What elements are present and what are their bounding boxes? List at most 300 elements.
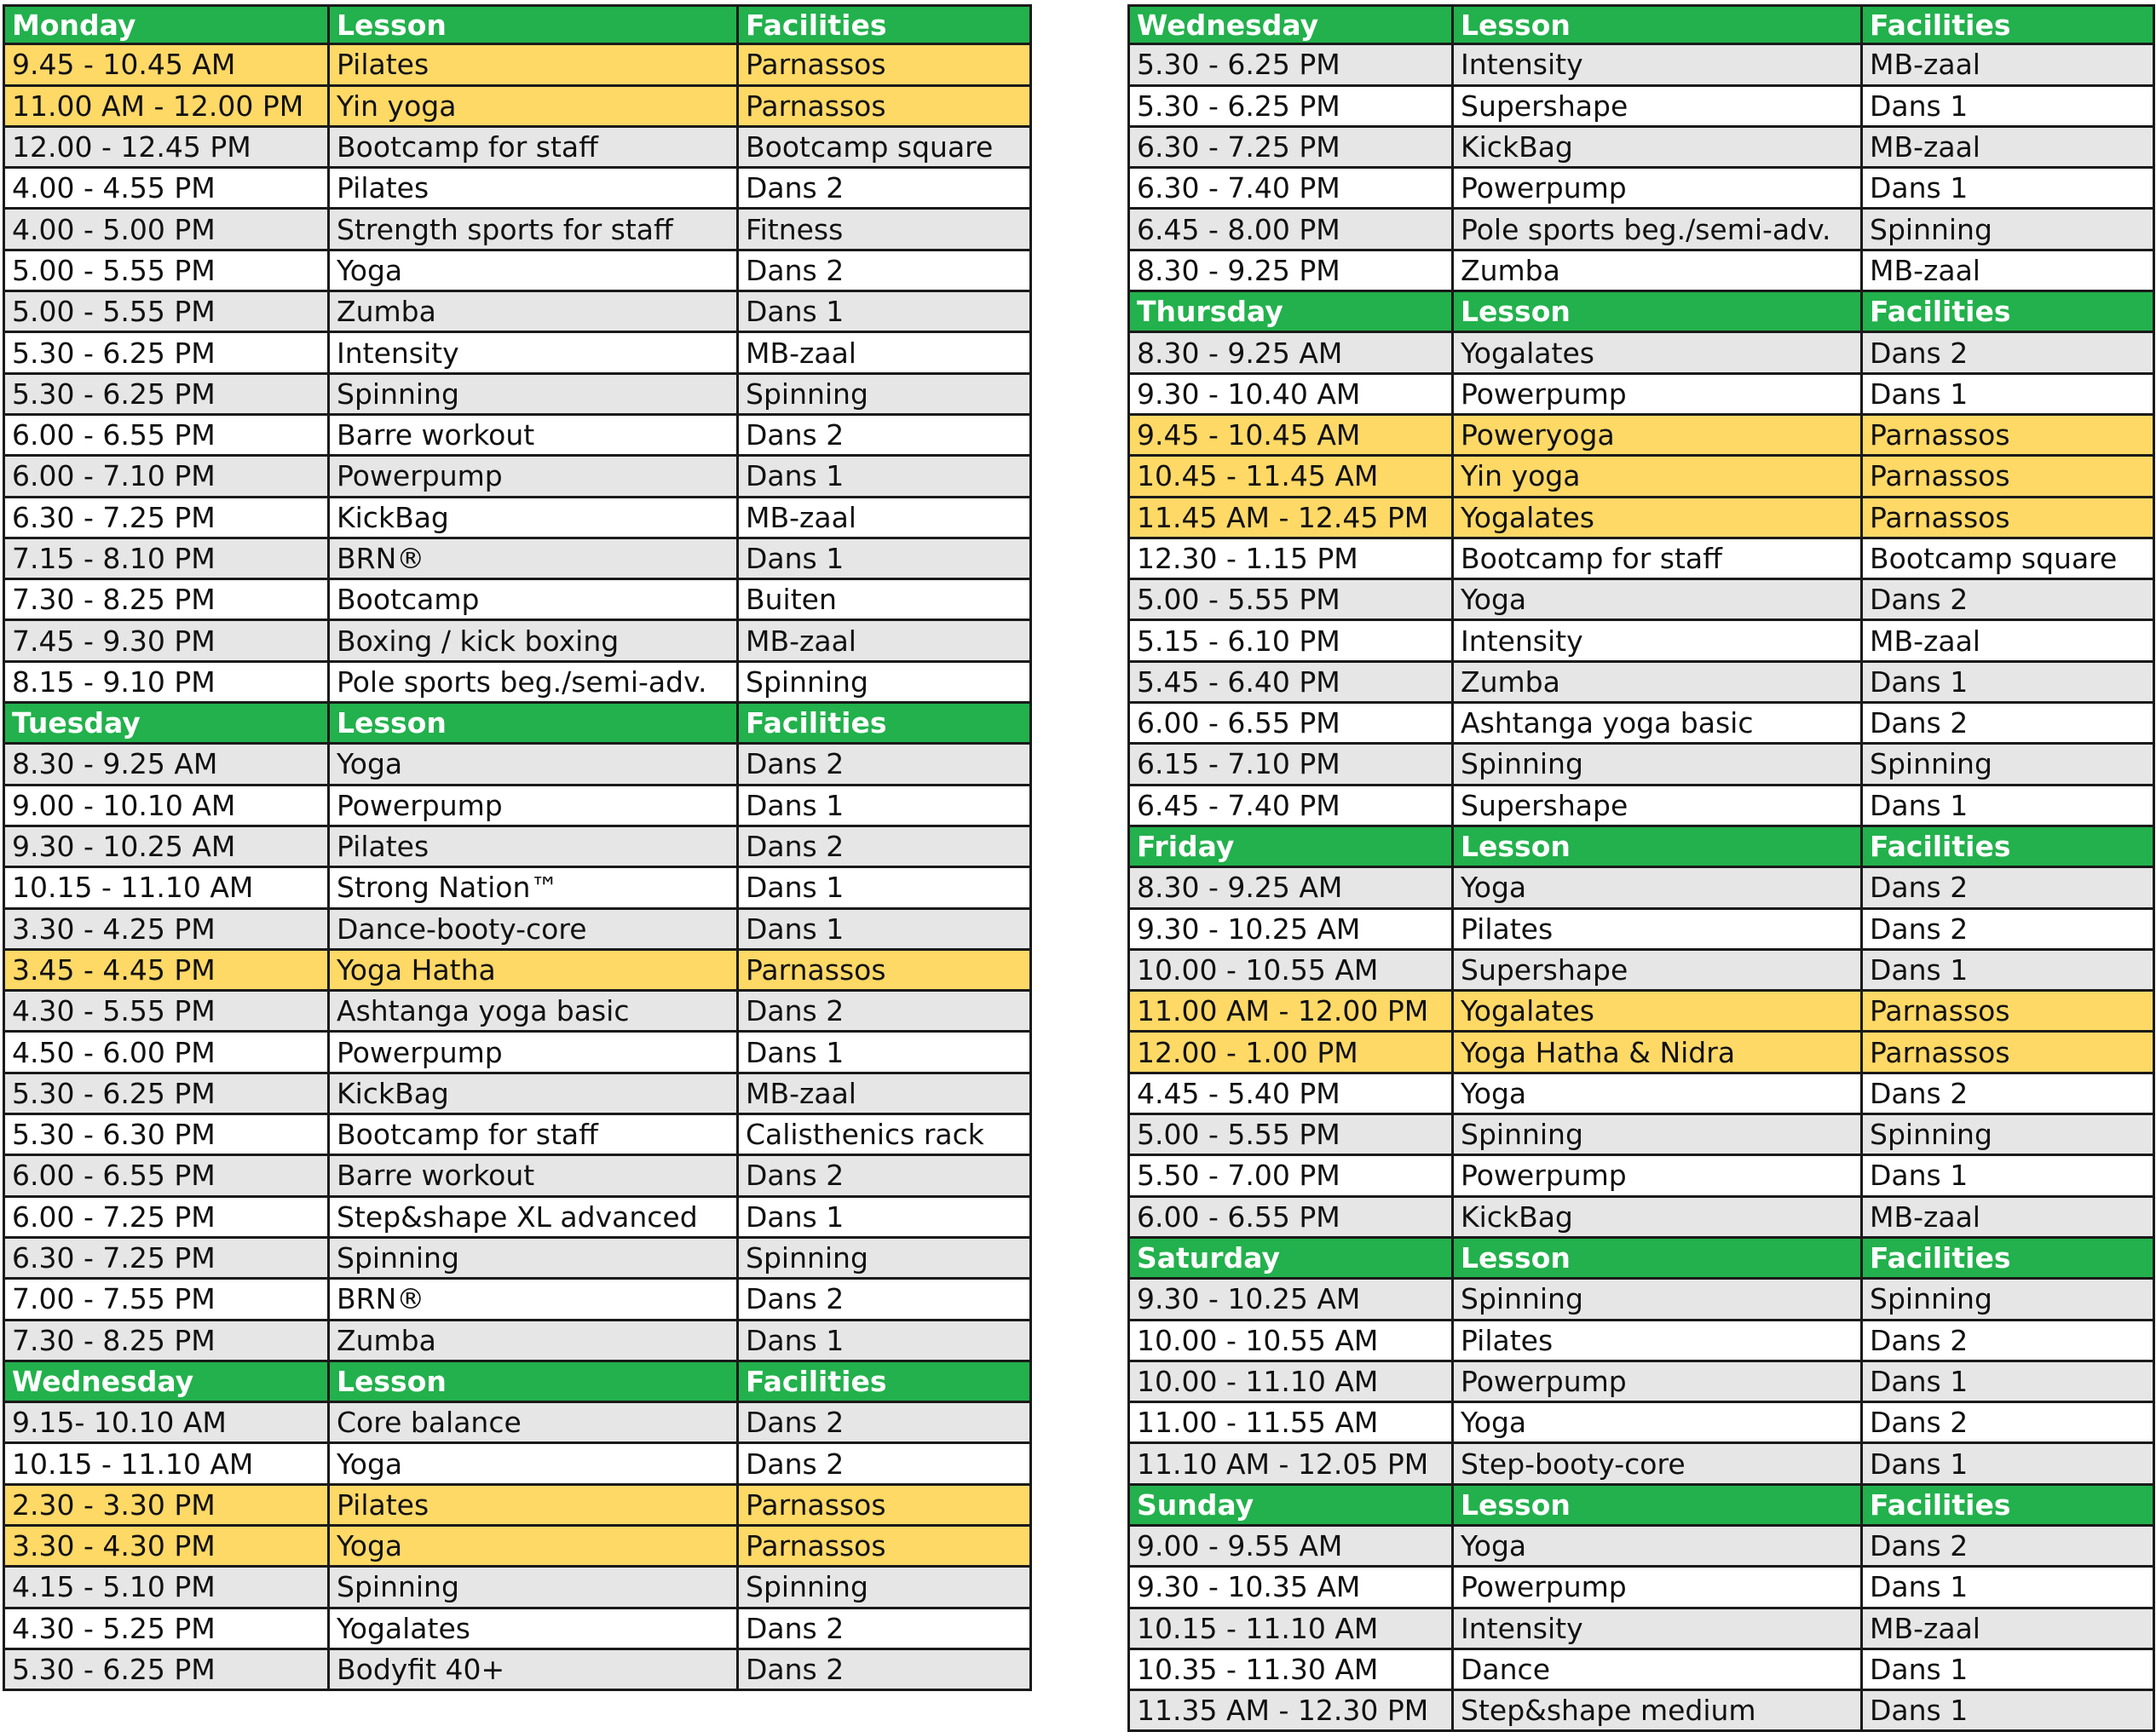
schedule-row bbox=[1127, 251, 2155, 292]
schedule-row bbox=[1127, 416, 2155, 457]
facility-cell: Dans 2 bbox=[1870, 706, 1969, 740]
time-cell: 6.00 - 6.55 PM bbox=[1130, 1198, 1454, 1236]
schedule-row bbox=[1127, 45, 2155, 86]
schedule-row bbox=[3, 951, 1032, 992]
schedule-row bbox=[1127, 1362, 2155, 1403]
schedule-row bbox=[3, 1444, 1032, 1485]
lesson-cell: KickBag bbox=[330, 498, 739, 537]
lesson-cell: Yoga bbox=[1454, 868, 1863, 906]
lesson-cell: BRN® bbox=[330, 1280, 739, 1318]
schedule-row bbox=[1127, 1609, 2155, 1650]
lesson-cell: Boxing / kick boxing bbox=[330, 621, 739, 659]
day-header-row bbox=[1127, 1486, 2155, 1527]
time-cell: 5.30 - 6.25 PM bbox=[5, 375, 330, 413]
lesson-cell: Yoga bbox=[330, 745, 739, 783]
facility-cell: Dans 1 bbox=[746, 542, 845, 575]
schedule-row bbox=[3, 580, 1032, 621]
time-cell: 8.15 - 9.10 PM bbox=[5, 663, 330, 701]
schedule-row bbox=[3, 827, 1032, 868]
schedule-row bbox=[1127, 1156, 2155, 1197]
facilities-column-header: Facilities bbox=[1870, 830, 2011, 864]
time-cell: 8.30 - 9.25 AM bbox=[1130, 868, 1454, 906]
time-cell: 9.30 - 10.35 AM bbox=[1130, 1568, 1454, 1606]
facility-cell: Parnassos bbox=[1870, 1035, 2010, 1069]
facility-cell: Dans 1 bbox=[746, 1323, 845, 1357]
time-cell: 8.30 - 9.25 AM bbox=[1130, 333, 1454, 371]
day-header: Monday bbox=[5, 7, 330, 43]
time-cell: 10.00 - 10.55 AM bbox=[1130, 951, 1454, 989]
facility-cell: MB-zaal bbox=[746, 1076, 856, 1110]
schedule-row bbox=[3, 1074, 1032, 1115]
facility-cell: Dans 1 bbox=[1870, 788, 1969, 822]
facility-cell: Spinning bbox=[746, 1570, 868, 1604]
facility-cell: Parnassos bbox=[1870, 500, 2010, 534]
time-cell: 6.30 - 7.25 PM bbox=[5, 498, 330, 537]
facility-cell: Spinning bbox=[746, 377, 868, 411]
schedule-row bbox=[3, 1650, 1032, 1691]
schedule-row bbox=[3, 292, 1032, 333]
time-cell: 11.35 AM - 12.30 PM bbox=[1130, 1691, 1454, 1729]
facility-cell: Dans 1 bbox=[746, 295, 845, 329]
schedule-row bbox=[1127, 580, 2155, 621]
lesson-cell: Barre workout bbox=[330, 1156, 739, 1194]
time-cell: 3.30 - 4.30 PM bbox=[5, 1527, 330, 1565]
time-cell: 6.15 - 7.10 PM bbox=[1130, 745, 1454, 783]
facility-cell: Spinning bbox=[746, 665, 868, 699]
facilities-column-header: Facilities bbox=[1870, 1487, 2011, 1522]
time-cell: 8.30 - 9.25 PM bbox=[1130, 251, 1454, 290]
schedule-row bbox=[3, 1156, 1032, 1197]
facility-cell: Parnassos bbox=[1870, 994, 2010, 1028]
lesson-cell: Dance-booty-core bbox=[330, 910, 739, 948]
facility-cell: Dans 2 bbox=[746, 1159, 845, 1193]
facility-cell: Dans 1 bbox=[746, 459, 845, 493]
day-header: Saturday bbox=[1130, 1239, 1454, 1277]
facility-cell: Dans 1 bbox=[1870, 1694, 1969, 1728]
schedule-row bbox=[1127, 1115, 2155, 1156]
time-cell: 10.15 - 11.10 AM bbox=[5, 868, 330, 906]
facility-cell: Dans 1 bbox=[1870, 377, 1969, 411]
facilities-column-header: Facilities bbox=[1870, 1241, 2011, 1275]
schedule-row bbox=[1127, 786, 2155, 827]
schedule-row bbox=[1127, 457, 2155, 498]
time-cell: 7.45 - 9.30 PM bbox=[5, 621, 330, 659]
facility-cell: Parnassos bbox=[1870, 418, 2010, 452]
time-cell: 4.50 - 6.00 PM bbox=[5, 1033, 330, 1071]
facility-cell: Parnassos bbox=[746, 952, 886, 987]
lesson-cell: Bootcamp for staff bbox=[1454, 539, 1863, 578]
schedule-row bbox=[3, 1403, 1032, 1444]
facility-cell: Dans 1 bbox=[1870, 1653, 1969, 1687]
time-cell: 12.30 - 1.15 PM bbox=[1130, 539, 1454, 578]
schedule-row bbox=[3, 786, 1032, 827]
time-cell: 7.15 - 8.10 PM bbox=[5, 539, 330, 578]
facility-cell: Dans 1 bbox=[746, 1200, 845, 1234]
schedule-row bbox=[1127, 539, 2155, 580]
schedule-row bbox=[1127, 87, 2155, 128]
lesson-cell: Powerpump bbox=[1454, 375, 1863, 413]
time-cell: 4.00 - 4.55 PM bbox=[5, 169, 330, 207]
lesson-cell: Pole sports beg./semi-adv. bbox=[1454, 210, 1863, 248]
facility-cell: Dans 1 bbox=[746, 912, 845, 946]
lesson-cell: Spinning bbox=[330, 375, 739, 413]
lesson-cell: Yoga Hatha bbox=[330, 951, 739, 989]
lesson-cell: Powerpump bbox=[330, 786, 739, 825]
schedule-row bbox=[1127, 621, 2155, 662]
lesson-cell: Spinning bbox=[1454, 745, 1863, 783]
lesson-cell: Powerpump bbox=[330, 1033, 739, 1071]
lesson-cell: Bootcamp for staff bbox=[330, 128, 739, 166]
facility-cell: Dans 2 bbox=[746, 830, 845, 864]
lesson-cell: Powerpump bbox=[330, 457, 739, 495]
schedule-row bbox=[1127, 745, 2155, 785]
schedule-row bbox=[1127, 704, 2155, 745]
schedule-row bbox=[1127, 1321, 2155, 1362]
lesson-cell: Yogalates bbox=[1454, 333, 1863, 371]
lesson-cell: Yin yoga bbox=[330, 87, 739, 125]
facility-cell: Dans 1 bbox=[1870, 1447, 1969, 1481]
facility-cell: Dans 2 bbox=[1870, 1323, 1969, 1357]
time-cell: 10.15 - 11.10 AM bbox=[1130, 1609, 1454, 1648]
facility-cell: Spinning bbox=[1870, 1282, 1992, 1316]
facility-cell: MB-zaal bbox=[1870, 1611, 1980, 1645]
time-cell: 9.00 - 10.10 AM bbox=[5, 786, 330, 825]
facility-cell: Buiten bbox=[746, 583, 837, 617]
schedule-row bbox=[3, 251, 1032, 292]
time-cell: 6.00 - 6.55 PM bbox=[5, 416, 330, 454]
schedule-row bbox=[1127, 1033, 2155, 1073]
facility-cell: Dans 2 bbox=[746, 1282, 845, 1316]
schedule-row bbox=[3, 1033, 1032, 1073]
lesson-column-header: Lesson bbox=[330, 1362, 739, 1401]
schedule-row bbox=[1127, 1074, 2155, 1115]
schedule-row bbox=[3, 1609, 1032, 1650]
lesson-cell: Bootcamp bbox=[330, 580, 739, 619]
facility-cell: Dans 2 bbox=[746, 747, 845, 781]
facility-cell: Dans 2 bbox=[1870, 1406, 1969, 1440]
time-cell: 2.30 - 3.30 PM bbox=[5, 1486, 330, 1524]
facility-cell: Dans 1 bbox=[746, 871, 845, 905]
time-cell: 11.00 AM - 12.00 PM bbox=[1130, 992, 1454, 1030]
day-header-row bbox=[1127, 827, 2155, 868]
facility-cell: Bootcamp square bbox=[746, 130, 994, 164]
schedule-row bbox=[3, 1321, 1032, 1362]
facility-cell: Dans 2 bbox=[1870, 336, 1969, 370]
schedule-row bbox=[3, 1527, 1032, 1568]
facility-cell: Parnassos bbox=[746, 1529, 886, 1563]
time-cell: 6.00 - 7.25 PM bbox=[5, 1198, 330, 1236]
facility-cell: Parnassos bbox=[1870, 459, 2010, 493]
lesson-column-header: Lesson bbox=[1454, 1486, 1863, 1524]
schedule-row bbox=[1127, 128, 2155, 169]
lesson-cell: Yin yoga bbox=[1454, 457, 1863, 495]
schedule-row bbox=[3, 1280, 1032, 1321]
lesson-cell: Spinning bbox=[330, 1568, 739, 1606]
lesson-column-header: Lesson bbox=[1454, 1239, 1863, 1277]
schedule-row bbox=[3, 416, 1032, 457]
day-header-row bbox=[1127, 1239, 2155, 1280]
lesson-cell: Supershape bbox=[1454, 951, 1863, 989]
lesson-cell: Yoga bbox=[1454, 1403, 1863, 1441]
lesson-cell: Powerpump bbox=[1454, 1568, 1863, 1606]
schedule-row bbox=[3, 128, 1032, 169]
time-cell: 10.35 - 11.30 AM bbox=[1130, 1650, 1454, 1689]
time-cell: 7.30 - 8.25 PM bbox=[5, 1321, 330, 1360]
schedule-row bbox=[3, 539, 1032, 580]
time-cell: 9.45 - 10.45 AM bbox=[5, 45, 330, 83]
lesson-cell: Spinning bbox=[1454, 1115, 1863, 1154]
time-cell: 6.30 - 7.40 PM bbox=[1130, 169, 1454, 207]
facility-cell: Dans 1 bbox=[1870, 1159, 1969, 1193]
lesson-cell: Spinning bbox=[1454, 1280, 1863, 1318]
schedule-row bbox=[1127, 910, 2155, 951]
time-cell: 11.10 AM - 12.05 PM bbox=[1130, 1444, 1454, 1482]
schedule-row bbox=[3, 910, 1032, 951]
lesson-column-header: Lesson bbox=[1454, 7, 1863, 43]
facility-cell: MB-zaal bbox=[746, 624, 856, 658]
facility-cell: Dans 2 bbox=[1870, 583, 1969, 617]
lesson-column-header: Lesson bbox=[330, 704, 739, 742]
lesson-cell: Core balance bbox=[330, 1403, 739, 1441]
time-cell: 9.15- 10.10 AM bbox=[5, 1403, 330, 1441]
time-cell: 3.30 - 4.25 PM bbox=[5, 910, 330, 948]
time-cell: 4.45 - 5.40 PM bbox=[1130, 1074, 1454, 1113]
facility-cell: Dans 2 bbox=[1870, 1076, 1969, 1110]
schedule-row bbox=[3, 210, 1032, 250]
time-cell: 6.30 - 7.25 PM bbox=[5, 1239, 330, 1277]
day-header: Tuesday bbox=[5, 704, 330, 742]
schedule-row bbox=[1127, 333, 2155, 374]
facility-cell: Dans 2 bbox=[746, 1611, 845, 1645]
schedule-row bbox=[1127, 1568, 2155, 1608]
facility-cell: Dans 1 bbox=[1870, 665, 1969, 699]
time-cell: 6.00 - 6.55 PM bbox=[5, 1156, 330, 1194]
schedule-row bbox=[3, 663, 1032, 704]
time-cell: 7.30 - 8.25 PM bbox=[5, 580, 330, 619]
lesson-cell: Intensity bbox=[1454, 45, 1863, 83]
lesson-cell: Bodyfit 40+ bbox=[330, 1650, 739, 1689]
day-header-row bbox=[1127, 292, 2155, 333]
time-cell: 4.00 - 5.00 PM bbox=[5, 210, 330, 248]
schedule-row bbox=[3, 745, 1032, 785]
time-cell: 5.30 - 6.25 PM bbox=[1130, 87, 1454, 125]
time-cell: 5.45 - 6.40 PM bbox=[1130, 663, 1454, 701]
schedule-row bbox=[1127, 951, 2155, 992]
facilities-column-header: Facilities bbox=[746, 8, 887, 42]
time-cell: 6.30 - 7.25 PM bbox=[1130, 128, 1454, 166]
facility-cell: Dans 1 bbox=[1870, 1570, 1969, 1604]
lesson-cell: Pilates bbox=[330, 827, 739, 866]
facility-cell: Dans 1 bbox=[1870, 89, 1969, 123]
schedule-row bbox=[3, 868, 1032, 909]
lesson-cell: Yogalates bbox=[1454, 498, 1863, 537]
time-cell: 7.00 - 7.55 PM bbox=[5, 1280, 330, 1318]
time-cell: 4.30 - 5.55 PM bbox=[5, 992, 330, 1030]
lesson-cell: Zumba bbox=[330, 1321, 739, 1360]
lesson-cell: Zumba bbox=[330, 292, 739, 331]
time-cell: 9.30 - 10.25 AM bbox=[1130, 910, 1454, 948]
lesson-column-header: Lesson bbox=[330, 7, 739, 43]
lesson-cell: Yoga bbox=[1454, 1074, 1863, 1113]
lesson-column-header: Lesson bbox=[1454, 827, 1863, 866]
time-cell: 5.30 - 6.30 PM bbox=[5, 1115, 330, 1154]
schedule-row bbox=[3, 333, 1032, 374]
schedule-row bbox=[1127, 169, 2155, 210]
schedule-row bbox=[3, 1486, 1032, 1527]
time-cell: 10.45 - 11.45 AM bbox=[1130, 457, 1454, 495]
time-cell: 5.30 - 6.25 PM bbox=[1130, 45, 1454, 83]
time-cell: 3.45 - 4.45 PM bbox=[5, 951, 330, 989]
facility-cell: MB-zaal bbox=[1870, 253, 1980, 287]
facility-cell: Dans 1 bbox=[1870, 952, 1969, 987]
facility-cell: Dans 2 bbox=[746, 1653, 845, 1687]
schedule-row bbox=[3, 1115, 1032, 1156]
lesson-cell: Yoga bbox=[330, 1444, 739, 1482]
lesson-cell: Zumba bbox=[1454, 251, 1863, 290]
time-cell: 6.00 - 6.55 PM bbox=[1130, 704, 1454, 742]
lesson-column-header: Lesson bbox=[1454, 292, 1863, 331]
facility-cell: MB-zaal bbox=[1870, 1200, 1980, 1234]
day-header: Sunday bbox=[1130, 1486, 1454, 1524]
facility-cell: Dans 2 bbox=[746, 253, 845, 287]
day-header: Friday bbox=[1130, 827, 1454, 866]
lesson-cell: Yogalates bbox=[330, 1609, 739, 1648]
facility-cell: MB-zaal bbox=[746, 336, 856, 370]
facility-cell: Parnassos bbox=[746, 1487, 886, 1522]
facility-cell: Dans 2 bbox=[1870, 871, 1969, 905]
facility-cell: Dans 1 bbox=[746, 1035, 845, 1069]
time-cell: 5.30 - 6.25 PM bbox=[5, 1074, 330, 1113]
lesson-cell: Pilates bbox=[1454, 1321, 1863, 1360]
schedule-row bbox=[1127, 1650, 2155, 1691]
time-cell: 6.45 - 8.00 PM bbox=[1130, 210, 1454, 248]
facility-cell: MB-zaal bbox=[1870, 48, 1980, 82]
time-cell: 12.00 - 12.45 PM bbox=[5, 128, 330, 166]
time-cell: 5.00 - 5.55 PM bbox=[1130, 580, 1454, 619]
facility-cell: Calisthenics rack bbox=[746, 1118, 984, 1152]
time-cell: 5.00 - 5.55 PM bbox=[5, 251, 330, 290]
lesson-cell: BRN® bbox=[330, 539, 739, 578]
lesson-cell: Spinning bbox=[330, 1239, 739, 1277]
facility-cell: Fitness bbox=[746, 212, 844, 246]
schedule-row bbox=[3, 375, 1032, 416]
lesson-cell: Yoga bbox=[330, 251, 739, 290]
facility-cell: Dans 1 bbox=[1870, 171, 1969, 205]
facility-cell: Dans 2 bbox=[746, 994, 845, 1028]
lesson-cell: Pilates bbox=[330, 45, 739, 83]
time-cell: 5.30 - 6.25 PM bbox=[5, 333, 330, 371]
schedule-table-right bbox=[1127, 4, 2155, 1732]
time-cell: 11.45 AM - 12.45 PM bbox=[1130, 498, 1454, 537]
schedule-row bbox=[3, 87, 1032, 128]
schedule-row bbox=[3, 457, 1032, 498]
lesson-cell: Yoga bbox=[1454, 580, 1863, 619]
time-cell: 11.00 AM - 12.00 PM bbox=[5, 87, 330, 125]
lesson-cell: Yogalates bbox=[1454, 992, 1863, 1030]
lesson-cell: Step&shape medium bbox=[1454, 1691, 1863, 1729]
lesson-cell: Pilates bbox=[330, 169, 739, 207]
lesson-cell: Pilates bbox=[330, 1486, 739, 1524]
facility-cell: Dans 1 bbox=[746, 788, 845, 822]
lesson-cell: Supershape bbox=[1454, 87, 1863, 125]
schedule-table-left bbox=[3, 4, 1032, 1691]
schedule-row bbox=[1127, 1280, 2155, 1321]
time-cell: 9.30 - 10.40 AM bbox=[1130, 375, 1454, 413]
schedule-row bbox=[3, 992, 1032, 1033]
schedule-row bbox=[3, 1198, 1032, 1239]
time-cell: 4.30 - 5.25 PM bbox=[5, 1609, 330, 1648]
facility-cell: Parnassos bbox=[746, 89, 886, 123]
day-header: Thursday bbox=[1130, 292, 1454, 331]
schedule-row bbox=[1127, 1444, 2155, 1485]
facility-cell: Dans 2 bbox=[746, 171, 845, 205]
lesson-cell: Powerpump bbox=[1454, 1362, 1863, 1401]
facility-cell: MB-zaal bbox=[746, 500, 856, 534]
facility-cell: Spinning bbox=[1870, 747, 1992, 781]
schedule-row bbox=[1127, 498, 2155, 539]
facility-cell: Dans 2 bbox=[1870, 912, 1969, 946]
schedule-row bbox=[1127, 663, 2155, 704]
time-cell: 10.15 - 11.10 AM bbox=[5, 1444, 330, 1482]
lesson-cell: KickBag bbox=[330, 1074, 739, 1113]
lesson-cell: Bootcamp for staff bbox=[330, 1115, 739, 1154]
facility-cell: Parnassos bbox=[746, 48, 886, 82]
lesson-cell: Strong Nation™ bbox=[330, 868, 739, 906]
day-header-row bbox=[3, 1362, 1032, 1403]
facility-cell: Dans 2 bbox=[746, 1406, 845, 1440]
schedule-row bbox=[3, 498, 1032, 539]
facility-cell: Spinning bbox=[746, 1241, 868, 1275]
schedule-row bbox=[3, 45, 1032, 86]
lesson-cell: Ashtanga yoga basic bbox=[330, 992, 739, 1030]
time-cell: 5.50 - 7.00 PM bbox=[1130, 1156, 1454, 1194]
time-cell: 10.00 - 11.10 AM bbox=[1130, 1362, 1454, 1401]
time-cell: 9.45 - 10.45 AM bbox=[1130, 416, 1454, 454]
lesson-cell: Step&shape XL advanced bbox=[330, 1198, 739, 1236]
facilities-column-header: Facilities bbox=[746, 1364, 887, 1398]
lesson-cell: Poweryoga bbox=[1454, 416, 1863, 454]
lesson-cell: Strength sports for staff bbox=[330, 210, 739, 248]
schedule-row bbox=[3, 1239, 1032, 1280]
facility-cell: Dans 2 bbox=[746, 1447, 845, 1481]
lesson-cell: Yoga Hatha & Nidra bbox=[1454, 1033, 1863, 1071]
day-header-row bbox=[3, 4, 1032, 45]
schedule-row bbox=[1127, 868, 2155, 909]
schedule-row bbox=[1127, 1691, 2155, 1732]
time-cell: 4.15 - 5.10 PM bbox=[5, 1568, 330, 1606]
facility-cell: Dans 2 bbox=[1870, 1529, 1969, 1563]
day-header-row bbox=[1127, 4, 2155, 45]
lesson-cell: Pilates bbox=[1454, 910, 1863, 948]
lesson-cell: Yoga bbox=[330, 1527, 739, 1565]
facilities-column-header: Facilities bbox=[746, 706, 887, 740]
schedule-row bbox=[3, 1568, 1032, 1608]
schedule-row bbox=[1127, 992, 2155, 1033]
schedule-row bbox=[3, 621, 1032, 662]
lesson-cell: Pole sports beg./semi-adv. bbox=[330, 663, 739, 701]
schedule-row bbox=[1127, 1198, 2155, 1239]
time-cell: 6.45 - 7.40 PM bbox=[1130, 786, 1454, 825]
time-cell: 8.30 - 9.25 AM bbox=[5, 745, 330, 783]
lesson-cell: Step-booty-core bbox=[1454, 1444, 1863, 1482]
facility-cell: MB-zaal bbox=[1870, 130, 1980, 164]
day-header: Wednesday bbox=[1130, 7, 1454, 43]
facility-cell: Bootcamp square bbox=[1870, 542, 2118, 575]
schedule-row bbox=[1127, 375, 2155, 416]
lesson-cell: Powerpump bbox=[1454, 169, 1863, 207]
lesson-cell: Dance bbox=[1454, 1650, 1863, 1689]
facility-cell: Dans 2 bbox=[746, 418, 845, 452]
